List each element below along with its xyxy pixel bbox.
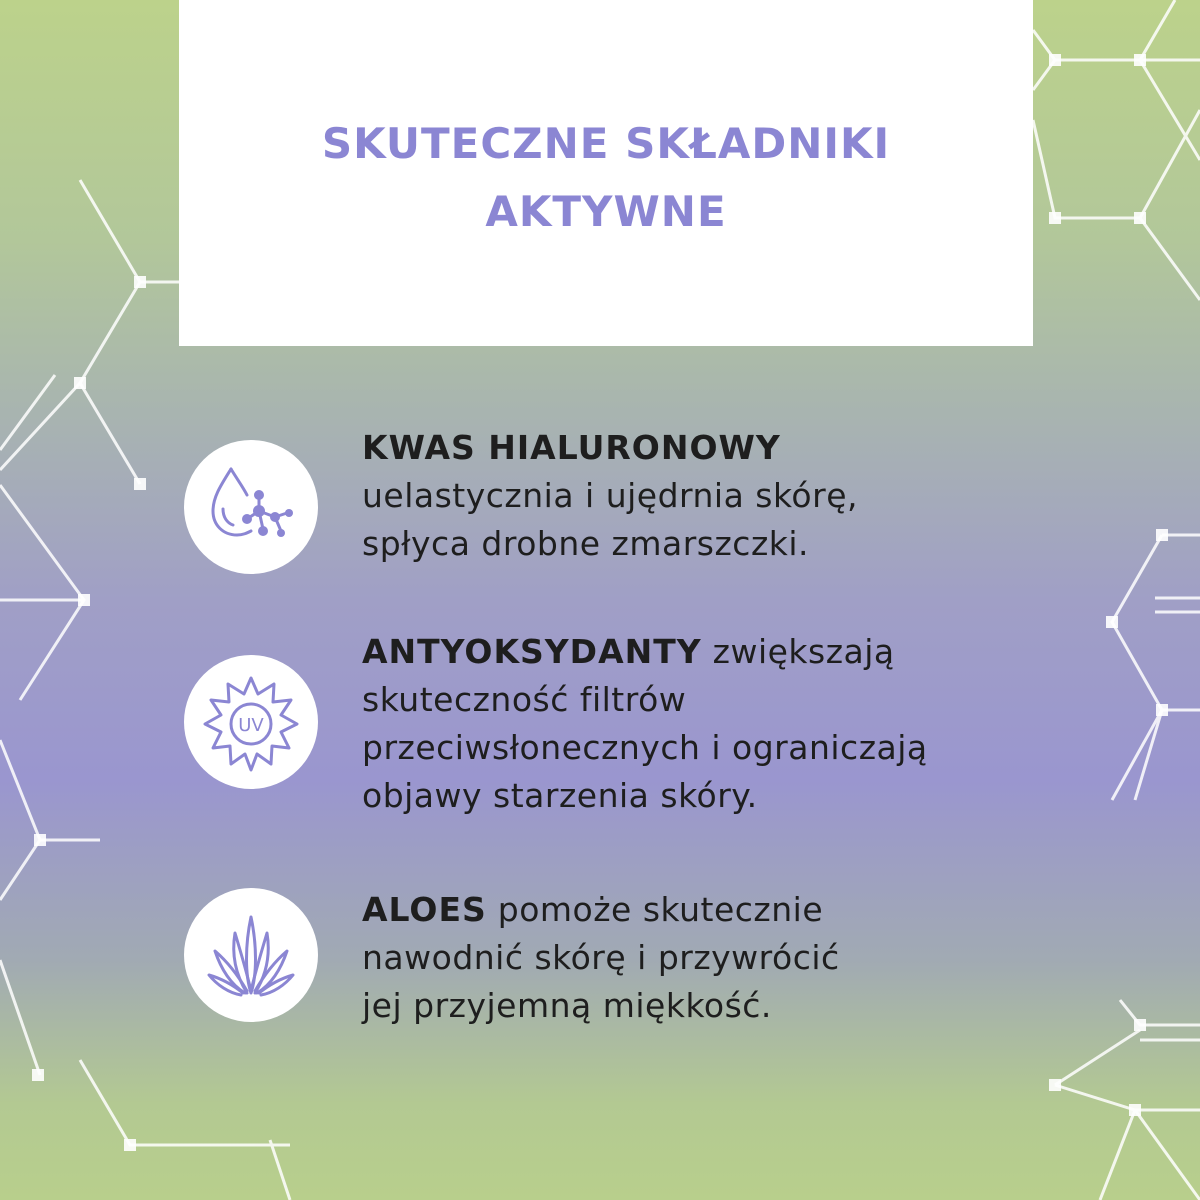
item-line: skuteczność filtrów	[362, 680, 687, 719]
icon-circle-antioxidants	[184, 655, 318, 789]
page-title-line-1: SKUTECZNE SKŁADNIKI	[321, 119, 891, 168]
item-line: przeciwsłonecznych i ograniczają	[362, 728, 928, 767]
item-line: objawy starzenia skóry.	[362, 776, 758, 815]
item-heading: KWAS HIALURONOWY	[362, 428, 781, 467]
item-line: jej przyjemną miękkość.	[362, 986, 772, 1025]
uv-sun-icon	[201, 672, 301, 772]
svg-text:UV: UV	[238, 715, 264, 736]
item-heading: ANTYOKSYDANTY	[362, 632, 702, 671]
icon-circle-hyaluronic	[184, 440, 318, 574]
hyaluronic-acid-drop-molecule-icon	[201, 457, 301, 557]
page-title-line-2: AKTYWNE	[485, 187, 727, 236]
icon-circle-aloe	[184, 888, 318, 1022]
item-heading-rest: zwiększają	[701, 632, 895, 671]
title-card	[179, 0, 1033, 346]
item-line: spłyca drobne zmarszczki.	[362, 524, 810, 563]
item-hyaluronic-text	[362, 424, 1062, 568]
aloe-plant-icon	[201, 905, 301, 1005]
item-antioxidants-text	[362, 628, 1062, 820]
item-heading-rest: pomoże skutecznie	[486, 890, 824, 929]
item-aloe-text	[362, 886, 1062, 1030]
item-line: nawodnić skórę i przywrócić	[362, 938, 840, 977]
item-heading: ALOES	[362, 890, 487, 929]
item-line: uelastycznia i ujędrnia skórę,	[362, 476, 858, 515]
